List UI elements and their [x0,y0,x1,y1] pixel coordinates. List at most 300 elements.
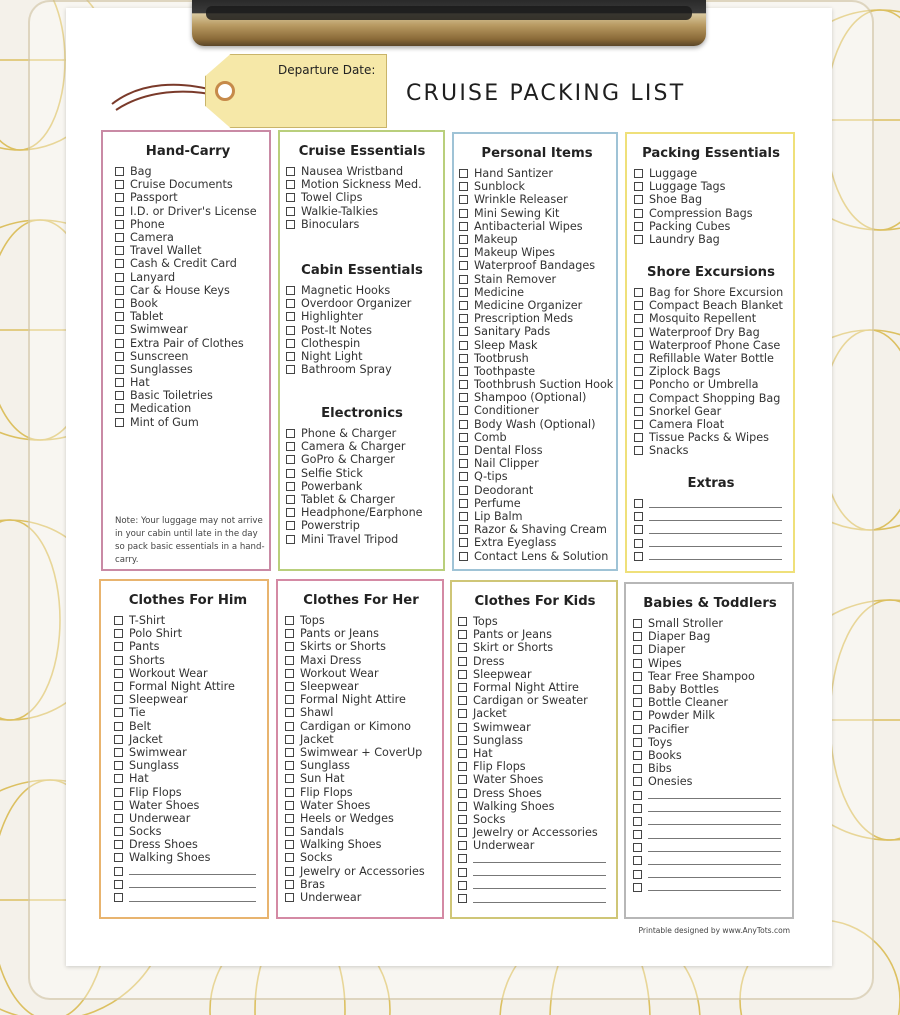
checkbox[interactable] [459,288,468,297]
checklist-item [114,680,262,693]
checkbox[interactable] [286,286,295,295]
checklist-item [633,617,787,630]
checkbox[interactable] [633,883,642,892]
checklist-item [458,615,612,628]
checklist-item-label: Deodorant [474,483,534,497]
checkbox[interactable] [285,708,294,717]
checkbox[interactable] [115,391,124,400]
checkbox[interactable] [633,764,642,773]
checklist-item [459,286,615,299]
checkbox[interactable] [634,512,643,521]
checklist-item-label: Pants or Jeans [473,628,552,642]
checkbox[interactable] [115,167,124,176]
checklist-item [634,299,788,312]
write-in-line[interactable] [648,870,781,878]
checklist-item-label: Dental Floss [474,444,543,458]
checkbox[interactable] [634,301,643,310]
checkbox[interactable] [285,629,294,638]
checkbox[interactable] [114,827,123,836]
checkbox[interactable] [459,275,468,284]
checkbox[interactable] [634,525,643,534]
checkbox[interactable] [459,301,468,310]
checkbox[interactable] [114,893,123,902]
checkbox[interactable] [286,207,295,216]
checkbox[interactable] [286,193,295,202]
checklist-item-label: Bag [130,165,152,179]
checklist-item [285,878,437,891]
checkbox[interactable] [458,630,467,639]
write-in-line[interactable] [649,526,782,534]
checkbox[interactable] [285,642,294,651]
checkbox[interactable] [286,482,295,491]
checkbox[interactable] [633,632,642,641]
checklist-item-label: Perfume [474,496,521,510]
checkbox[interactable] [634,407,643,416]
departure-date-label: Departure Date: [278,63,376,77]
checklist-item-label: Medication [130,402,192,416]
checklist-item [285,680,437,693]
checkbox[interactable] [634,354,643,363]
checklist-item [459,378,615,391]
checkbox[interactable] [286,495,295,504]
checkbox[interactable] [114,801,123,810]
checkbox[interactable] [458,828,467,837]
checkbox[interactable] [458,643,467,652]
checkbox[interactable] [285,616,294,625]
checkbox[interactable] [286,535,295,544]
checklist-item [286,480,438,493]
clothes-her-box [276,579,444,919]
checkbox[interactable] [458,736,467,745]
checkbox[interactable] [458,881,467,890]
checkbox[interactable] [634,328,643,337]
checkbox[interactable] [115,325,124,334]
checklist-item [114,825,262,838]
checkbox[interactable] [285,893,294,902]
checkbox[interactable] [114,867,123,876]
checkbox[interactable] [286,521,295,530]
write-in-line[interactable] [648,791,781,799]
checklist-item-label: Powder Milk [648,709,715,723]
personal-items-title: Personal Items [481,146,593,161]
checklist-item [286,506,438,519]
checkbox[interactable] [633,856,642,865]
checkbox[interactable] [285,827,294,836]
checklist-item [458,786,612,799]
checkbox[interactable] [633,830,642,839]
write-in-line[interactable] [129,867,256,875]
checkbox[interactable] [285,788,294,797]
checkbox[interactable] [285,669,294,678]
checkbox[interactable] [458,617,467,626]
checkbox[interactable] [115,352,124,361]
checklist-item-label: Post-It Notes [301,323,372,337]
checklist-item [114,785,262,798]
checkbox[interactable] [114,682,123,691]
cabin-essentials-list [286,284,438,376]
shore-excursions-title: Shore Excursions [647,265,775,280]
checkbox[interactable] [285,867,294,876]
checkbox[interactable] [115,404,124,413]
checklist-item-label: Sanitary Pads [474,325,551,339]
checklist-item-label: Passport [130,191,178,205]
shore-excursions-list [634,286,788,457]
checkbox[interactable] [458,696,467,705]
checklist-item-label: Compression Bags [649,206,753,220]
checkbox[interactable] [114,708,123,717]
checkbox[interactable] [459,327,468,336]
checkbox[interactable] [114,642,123,651]
checkbox[interactable] [459,446,468,455]
checkbox[interactable] [459,552,468,561]
checkbox[interactable] [114,669,123,678]
checkbox[interactable] [286,442,295,451]
checklist-item-label: Sunblock [474,180,525,194]
checkbox[interactable] [114,735,123,744]
checklist-item [459,536,615,549]
checkbox[interactable] [115,259,124,268]
checkbox[interactable] [114,853,123,862]
checkbox[interactable] [458,841,467,850]
checklist-item [285,640,437,653]
checkbox[interactable] [459,209,468,218]
checklist-item [459,273,615,286]
checkbox[interactable] [115,246,124,255]
checkbox[interactable] [286,365,295,374]
hand-carry-title: Hand-Carry [145,144,231,159]
checkbox[interactable] [458,657,467,666]
checkbox[interactable] [285,801,294,810]
checkbox[interactable] [115,378,124,387]
checkbox[interactable] [286,429,295,438]
checkbox[interactable] [459,486,468,495]
checklist-item [458,773,612,786]
checkbox[interactable] [286,469,295,478]
checklist-item-label: Flip Flops [473,760,526,774]
checklist-item-label: Formal Night Attire [473,681,579,695]
checklist-item [285,891,437,904]
checkbox[interactable] [286,508,295,517]
checkbox[interactable] [285,761,294,770]
checkbox[interactable] [286,220,295,229]
checklist-item-label: Sleep Mask [474,338,538,352]
checkbox[interactable] [115,180,124,189]
checklist-item [285,838,437,851]
checkbox[interactable] [286,167,295,176]
checkbox[interactable] [634,367,643,376]
checklist-item-label: Toys [648,735,673,749]
checkbox[interactable] [633,645,642,654]
checklist-item-label: Swimwear [130,323,188,337]
checkbox[interactable] [459,235,468,244]
checkbox[interactable] [459,354,468,363]
checklist-item [459,167,615,180]
checkbox[interactable] [634,433,643,442]
checkbox[interactable] [459,314,468,323]
checkbox[interactable] [459,393,468,402]
checkbox[interactable] [633,791,642,800]
checkbox[interactable] [634,182,643,191]
write-in-line[interactable] [473,855,606,863]
checkbox[interactable] [458,775,467,784]
checkbox[interactable] [634,169,643,178]
checkbox[interactable] [634,420,643,429]
checkbox[interactable] [286,299,295,308]
write-in-line[interactable] [648,857,781,865]
checkbox[interactable] [459,525,468,534]
checklist-item-label: Packing Cubes [649,219,731,233]
checkbox[interactable] [458,709,467,718]
write-in-line[interactable] [649,513,782,521]
checklist-item [286,178,438,191]
checkbox[interactable] [634,314,643,323]
checklist-item [459,444,615,457]
checkbox[interactable] [458,749,467,758]
checkbox[interactable] [458,815,467,824]
checkbox[interactable] [634,539,643,548]
checklist-item-label: Compact Shopping Bag [649,391,781,405]
checkbox[interactable] [459,169,468,178]
checkbox[interactable] [633,711,642,720]
write-in-line[interactable] [648,844,781,852]
checklist-item-label: T-Shirt [129,614,166,628]
checklist-item-label: Diaper Bag [648,630,711,644]
checklist-item [115,310,261,323]
checkbox[interactable] [634,209,643,218]
blank-checklist-item [458,866,612,879]
checklist-item-label: Sleepwear [473,667,532,681]
checkbox[interactable] [459,341,468,350]
checkbox[interactable] [115,207,124,216]
checklist-item [458,681,612,694]
checkbox[interactable] [285,656,294,665]
checkbox[interactable] [285,880,294,889]
checklist-item-label: Nail Clipper [474,457,539,471]
checkbox[interactable] [633,777,642,786]
checklist-item [634,392,788,405]
checklist-item [458,813,612,826]
checkbox[interactable] [458,762,467,771]
checklist-item [459,418,615,431]
checkbox[interactable] [459,182,468,191]
checklist-item [114,733,262,746]
checklist-item [633,696,787,709]
checklist-item-label: Phone [130,217,165,231]
blank-checklist-item [633,854,787,867]
checklist-item [633,670,787,683]
checkbox[interactable] [634,446,643,455]
checkbox[interactable] [633,725,642,734]
checkbox[interactable] [114,616,123,625]
checklist-item [633,630,787,643]
checkbox[interactable] [285,695,294,704]
checklist-item-label: Water Shoes [129,798,200,812]
clothes-kids-title: Clothes For Kids [474,594,596,609]
checkbox[interactable] [634,499,643,508]
checkbox[interactable] [633,672,642,681]
write-in-line[interactable] [648,831,781,839]
checkbox[interactable] [633,817,642,826]
checkbox[interactable] [459,459,468,468]
write-in-line[interactable] [649,539,782,547]
checkbox[interactable] [286,339,295,348]
checklist-item-label: Hat [473,746,493,760]
checkbox[interactable] [634,394,643,403]
checkbox[interactable] [285,748,294,757]
checklist-item [114,614,262,627]
checkbox[interactable] [114,656,123,665]
blank-checklist-item [634,497,788,510]
checklist-item [285,799,437,812]
checkbox[interactable] [633,698,642,707]
checklist-item-label: Cardigan or Kimono [300,719,412,733]
checkbox[interactable] [285,840,294,849]
checkbox[interactable] [634,341,643,350]
checkbox[interactable] [633,738,642,747]
checkbox[interactable] [459,406,468,415]
checkbox[interactable] [634,235,643,244]
checkbox[interactable] [115,193,124,202]
checkbox[interactable] [114,761,123,770]
write-in-line[interactable] [129,894,256,902]
checkbox[interactable] [114,722,123,731]
checkbox[interactable] [459,472,468,481]
checklist-item [115,205,261,218]
checkbox[interactable] [285,853,294,862]
checkbox[interactable] [286,180,295,189]
checklist-item [115,350,261,363]
write-in-line[interactable] [129,880,256,888]
checkbox[interactable] [458,683,467,692]
checkbox[interactable] [115,299,124,308]
checkbox[interactable] [459,195,468,204]
checklist-item [634,207,788,220]
checkbox[interactable] [634,288,643,297]
checklist-item-label: Flip Flops [300,785,353,799]
checklist-item-label: Dress Shoes [129,838,198,852]
write-in-line[interactable] [648,883,781,891]
checklist-item-label: Underwear [129,811,191,825]
checklist-item [115,271,261,284]
checkbox[interactable] [634,195,643,204]
checkbox[interactable] [633,659,642,668]
checklist-item [286,519,438,532]
checklist-item-label: Contact Lens & Solution [474,549,609,563]
checkbox[interactable] [458,894,467,903]
write-in-line[interactable] [473,895,606,903]
checkbox[interactable] [459,433,468,442]
checklist-item [459,299,615,312]
write-in-line[interactable] [649,552,782,560]
checklist-item-label: Sunglasses [130,362,193,376]
checkbox[interactable] [114,629,123,638]
checkbox[interactable] [459,538,468,547]
checkbox[interactable] [285,735,294,744]
checkbox[interactable] [459,222,468,231]
checklist-item [633,657,787,670]
checklist-item-label: Toothbrush Suction Hook [474,378,614,392]
checkbox[interactable] [634,552,643,561]
checkbox[interactable] [285,774,294,783]
checkbox[interactable] [114,748,123,757]
checkbox[interactable] [633,870,642,879]
checklist-item [459,404,615,417]
checkbox[interactable] [114,774,123,783]
packing-essentials-title: Packing Essentials [642,146,780,161]
checkbox[interactable] [285,682,294,691]
checklist-item-label: Clothespin [301,336,361,350]
checkbox[interactable] [115,312,124,321]
checklist-item-label: Shoe Bag [649,193,703,207]
checkbox[interactable] [286,455,295,464]
checklist-item [114,720,262,733]
write-in-line[interactable] [473,881,606,889]
checkbox[interactable] [286,326,295,335]
checkbox[interactable] [115,365,124,374]
checkbox[interactable] [458,789,467,798]
checkbox[interactable] [115,273,124,282]
write-in-line[interactable] [648,817,781,825]
checkbox[interactable] [633,685,642,694]
checkbox[interactable] [114,695,123,704]
checkbox[interactable] [286,352,295,361]
checkbox[interactable] [459,512,468,521]
checkbox[interactable] [634,380,643,389]
checkbox[interactable] [115,418,124,427]
checkbox[interactable] [633,804,642,813]
checklist-item [115,336,261,349]
checkbox[interactable] [286,312,295,321]
checkbox[interactable] [115,233,124,242]
checkbox[interactable] [458,854,467,863]
checkbox[interactable] [114,880,123,889]
checkbox[interactable] [459,420,468,429]
checkbox[interactable] [459,248,468,257]
checkbox[interactable] [459,380,468,389]
write-in-line[interactable] [473,868,606,876]
checkbox[interactable] [114,814,123,823]
checkbox[interactable] [115,286,124,295]
checkbox[interactable] [633,751,642,760]
checkbox[interactable] [458,670,467,679]
checkbox[interactable] [114,788,123,797]
checklist-item [459,220,615,233]
checklist-item-label: Dress [473,654,505,668]
checkbox[interactable] [634,222,643,231]
checklist-item-label: Night Light [301,350,363,364]
checklist-item-label: Tissue Packs & Wipes [649,431,769,445]
checkbox[interactable] [115,220,124,229]
checkbox[interactable] [285,814,294,823]
checkbox[interactable] [459,261,468,270]
checklist-item-label: Mini Travel Tripod [301,532,399,546]
checkbox[interactable] [458,723,467,732]
write-in-line[interactable] [649,500,782,508]
packing-shore-extras-box [625,132,795,573]
checkbox[interactable] [459,499,468,508]
checkbox[interactable] [459,367,468,376]
checkbox[interactable] [458,868,467,877]
checklist-item-label: Sleepwear [300,680,359,694]
checkbox[interactable] [285,722,294,731]
checkbox[interactable] [115,339,124,348]
checklist-item [285,693,437,706]
write-in-line[interactable] [648,804,781,812]
checkbox[interactable] [114,840,123,849]
checkbox[interactable] [633,843,642,852]
checkbox[interactable] [458,802,467,811]
checkbox[interactable] [633,619,642,628]
